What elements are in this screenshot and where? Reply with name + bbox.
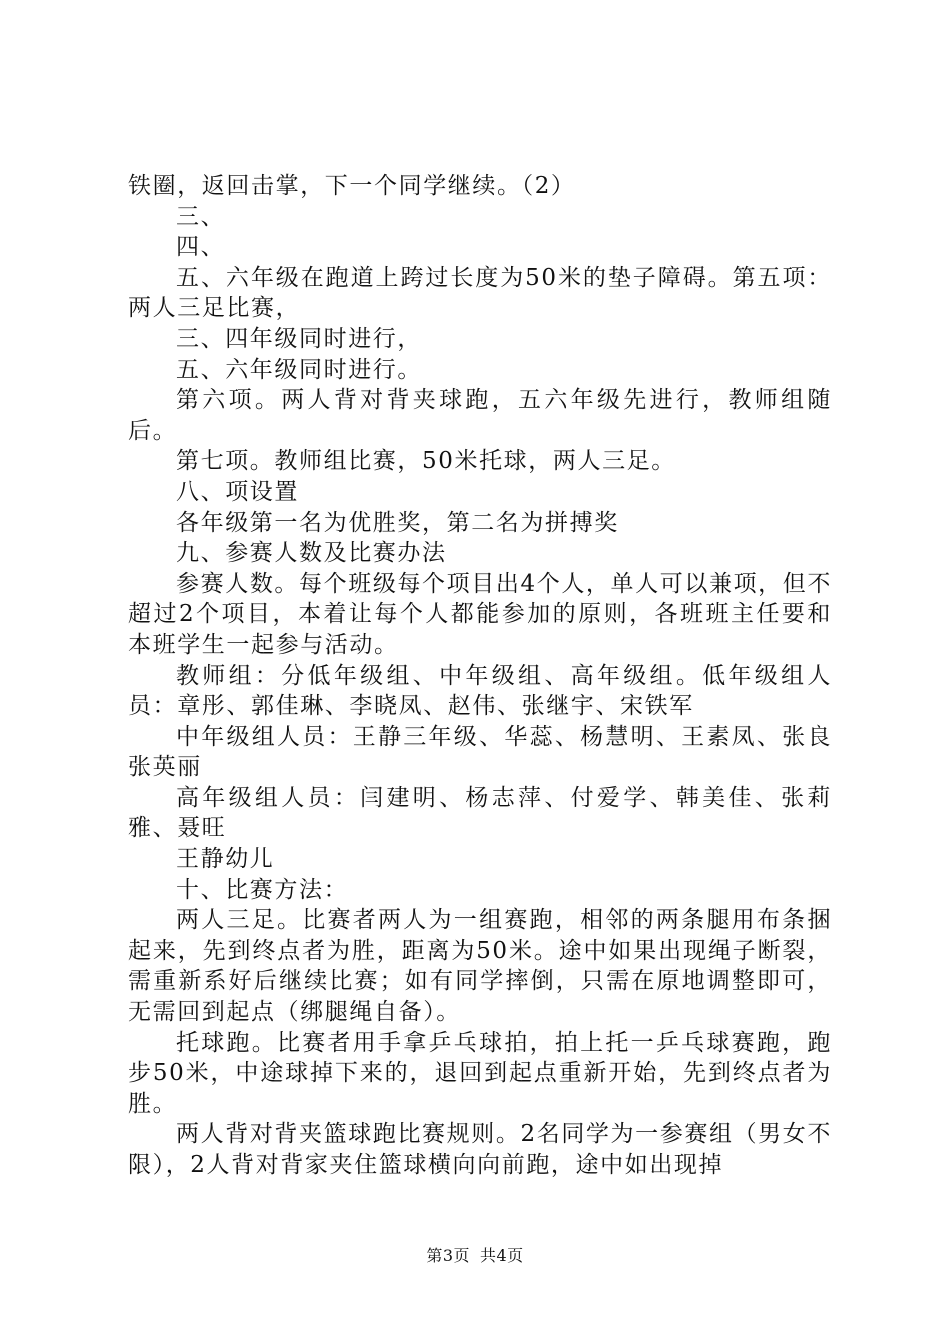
paragraph-teacher-groups: 教师组：分低年级组、中年级组、高年级组。低年级组人员：章彤、郭佳琳、李晓凤、赵伟、张继宇、宋铁军	[128, 662, 832, 720]
paragraph-grade-3-4: 三、四年级同时进行，	[176, 325, 422, 352]
page-total: 共4页	[480, 1246, 524, 1265]
paragraph-middle-group: 中年级组人员：王静三年级、华蕊、杨慧明、王素凤、张良张英丽	[128, 723, 832, 781]
paragraph-item-6: 第六项。两人背对背夹球跑，五六年级先进行，教师组随后。	[128, 387, 832, 444]
section-heading-awards: 八、项设置	[176, 478, 299, 505]
paragraph-heading-4: 四、	[176, 234, 226, 261]
paragraph-senior-group: 高年级组人员：闫建明、杨志萍、付爱学、韩美佳、张莉雅、聂旺	[128, 784, 832, 842]
paragraph-item-7: 第七项。教师组比赛，50米托球，两人三足。	[176, 448, 676, 475]
paragraph-awards: 各年级第一名为优胜奖，第二名为拼搏奖	[176, 509, 619, 536]
page-footer	[0, 1243, 950, 1266]
paragraph-back-to-back: 两人背对背夹篮球跑比赛规则。2名同学为一参赛组（男女不限），2人背对背家夹住篮球横向向前跑，途中如出现掉	[128, 1121, 832, 1178]
document-body	[128, 171, 832, 1181]
section-heading-participants: 九、参赛人数及比赛办法	[176, 540, 447, 567]
paragraph-participants: 参赛人数。每个班级每个项目出4个人，单人可以兼项，但不超过2个项目，本着让每个人都能参加的原则，各班班主任要和本班学生一起参与活动。	[128, 570, 832, 658]
paragraph-heading-3: 三、	[176, 203, 226, 230]
section-heading-methods: 十、比赛方法：	[176, 876, 349, 903]
paragraph-ball-carry: 托球跑。比赛者用手拿乒乓球拍，拍上托一乒乓球赛跑，跑步50米，中途球掉下来的，退回到起点重新开始，先到终点者为胜。	[128, 1029, 832, 1117]
paragraph-kindergarten: 王静幼儿	[176, 846, 275, 873]
paragraph-continuation: 铁圈，返回击掌，下一个同学继续。（2）	[128, 173, 576, 199]
paragraph-item-5: 五、六年级在跑道上跨过长度为50米的垫子障碍。第五项：两人三足比赛，	[128, 264, 832, 322]
paragraph-grade-5-6: 五、六年级同时进行。	[176, 356, 422, 383]
paragraph-three-legged: 两人三足。比赛者两人为一组赛跑，相邻的两条腿用布条捆起来，先到终点者为胜，距离为50米。途中如果出现绳子断裂，需重新系好后继续比赛；如有同学摔倒，只需在原地调整即可，无需回到起点（绑腿绳自备）。	[128, 907, 832, 1026]
page-number: 第3页	[426, 1246, 470, 1265]
